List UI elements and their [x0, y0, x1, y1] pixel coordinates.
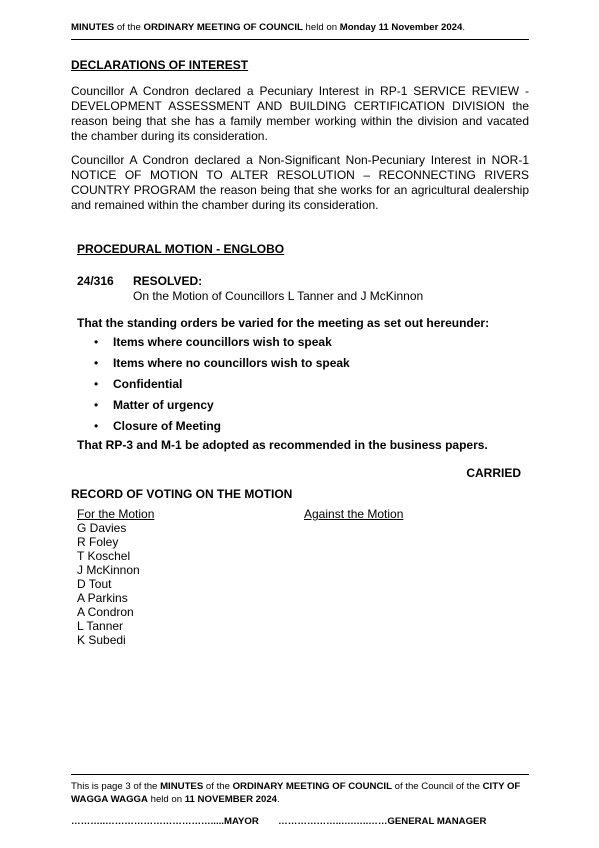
header-minutes: MINUTES: [71, 22, 115, 33]
adoption-statement: That RP-3 and M-1 be adopted as recommended in the business papers.: [77, 438, 488, 452]
bullet-icon: •: [94, 419, 99, 433]
bullet-icon: •: [94, 356, 99, 370]
resolved-label: RESOLVED:: [133, 274, 203, 288]
footer-date: 11 NOVEMBER 2024: [184, 794, 278, 805]
list-item: Closure of Meeting: [113, 419, 222, 433]
footer-held: held on: [147, 794, 185, 805]
declaration-2-line-2: NOTICE OF MOTION TO ALTER RESOLUTION – RECONNECTING RIVERS: [71, 168, 529, 182]
footer-city: CITY OF WAGGA WAGGA: [71, 781, 521, 805]
mayor-signature: ………..…………………………….....MAYOR: [71, 816, 259, 827]
against-motion-heading: Against the Motion: [304, 507, 404, 521]
footer-period: .: [277, 794, 280, 805]
voting-record-title: RECORD OF VOTING ON THE MOTION: [71, 487, 293, 501]
voter-name: K Subedi: [77, 633, 126, 647]
declaration-1-line-1: Councillor A Condron declared a Pecuniary Interest in RP-1 SERVICE REVIEW -: [71, 84, 529, 98]
declaration-2-line-4: and remained within the chamber during its consideration.: [71, 198, 379, 212]
declarations-title: DECLARATIONS OF INTEREST: [71, 58, 249, 72]
voter-name: R Foley: [77, 535, 119, 549]
voter-name: L Tanner: [77, 619, 124, 633]
declaration-1-line-3: reason being that she has a family member working within the division and vacated: [71, 114, 529, 128]
footer-page: This is page 3 of the: [71, 781, 161, 792]
signature-line: [71, 816, 486, 827]
declaration-paragraph-2: [71, 153, 529, 213]
footer-of: of the: [203, 781, 233, 792]
voter-name: A Parkins: [77, 591, 128, 605]
header-rule: [71, 39, 529, 40]
declaration-1-line-4: the chamber during its consideration.: [71, 129, 268, 143]
footer-council: of the Council of the: [391, 781, 483, 792]
voter-name: T Koschel: [77, 549, 131, 563]
header-meeting: ORDINARY MEETING OF COUNCIL: [143, 22, 303, 33]
footer-minutes: MINUTES: [160, 781, 204, 792]
footer-rule: [71, 774, 529, 775]
list-item: Items where no councillors wish to speak: [113, 356, 350, 370]
procedural-motion-title: PROCEDURAL MOTION - ENGLOBO: [77, 242, 285, 256]
list-item: Items where councillors wish to speak: [113, 335, 332, 349]
general-manager-signature: ………………..….…..……GENERAL MANAGER: [278, 816, 487, 827]
bullet-icon: •: [94, 398, 99, 412]
list-item: Matter of urgency: [113, 398, 214, 412]
header-period: .: [462, 22, 466, 33]
voter-name: G Davies: [77, 521, 127, 535]
header-date: Monday 11 November 2024: [339, 22, 463, 33]
declaration-2-line-3: COUNTRY PROGRAM the reason being that she works for an agricultural dealership: [71, 183, 529, 197]
declaration-1-line-2: DEVELOPMENT ASSESSMENT AND BUILDING CERTIFICATION DIVISION the: [71, 99, 529, 113]
standing-orders-intro: That the standing orders be varied for the meeting as set out hereunder:: [77, 316, 490, 330]
bullet-icon: •: [94, 377, 99, 391]
outcome-carried: CARRIED: [466, 466, 521, 480]
motion-mover: On the Motion of Councillors L Tanner and J McKinnon: [133, 289, 424, 303]
page-header: [71, 22, 465, 33]
for-motion-heading: For the Motion: [77, 507, 155, 521]
bullet-icon: •: [94, 335, 99, 349]
voter-name: A Condron: [77, 605, 134, 619]
header-of: of the: [114, 22, 144, 33]
page-footer: [71, 780, 531, 806]
declaration-2-line-1: Councillor A Condron declared a Non-Significant Non-Pecuniary Interest in NOR-1: [71, 153, 529, 167]
footer-meeting: ORDINARY MEETING OF COUNCIL: [232, 781, 392, 792]
declaration-paragraph-1: [71, 84, 529, 144]
header-held: held on: [302, 22, 340, 33]
list-item: Confidential: [113, 377, 183, 391]
voter-name: D Tout: [77, 577, 112, 591]
resolution-number: 24/316: [77, 274, 114, 288]
voter-name: J McKinnon: [77, 563, 140, 577]
